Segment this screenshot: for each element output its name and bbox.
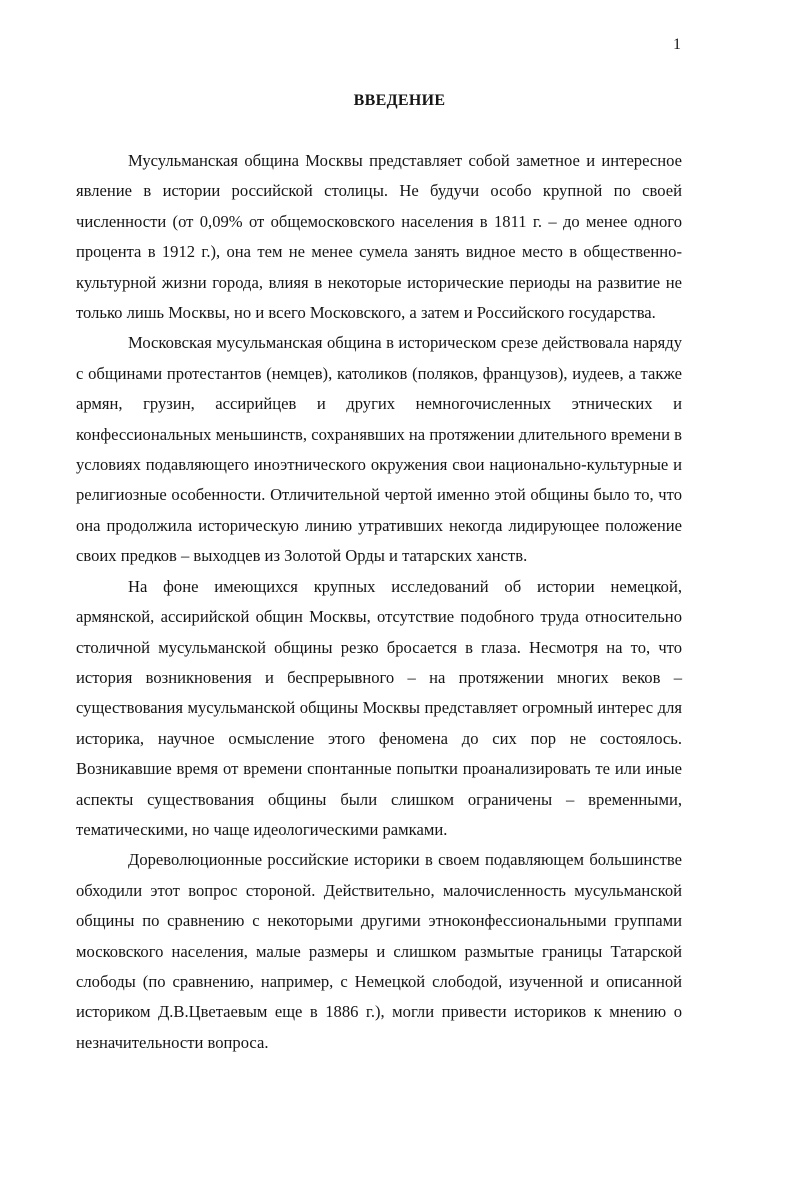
paragraph-2: Московская мусульманская община в историческом срезе действовала наряду с общинами протестантов (немцев), католиков (поляков, французов), иудеев, а также армян, грузин, ассирийцев и других немногочисленных этнических и конфессиональных меньшинств, сохранявших на протяжении длительного времени в условиях подавляющего иноэтнического окружения свои национально-культурные и религиозные особенности. Отличительной чертой именно этой общины было то, что она продолжила историческую линию утративших некогда лидирующее положение своих предков – выходцев из Золотой Орды и татарских ханств.: [76, 333, 682, 566]
page-title: ВВЕДЕНИЕ: [353, 92, 446, 109]
paragraph-3: На фоне имеющихся крупных исследований об истории немецкой, армянской, ассирийской общин Москвы, отсутствие подобного труда относительно столичной мусульманской общины резко бросается в глаза. Несмотря на то, что история возникновения и беспрерывного – на протяжении многих веков – существования мусульманской общины Москвы представляет огромный интерес для историка, научное осмысление этого феномена до сих пор не состоялось. Возникавшие время от времени спонтанные попытки проанализировать те или иные аспекты существования общины были слишком ограничены – временными, тематическими, но чаще идеологическими рамками.: [76, 576, 682, 839]
body-text: [76, 146, 682, 1058]
paragraph-4: Дореволюционные российские историки в своем подавляющем большинстве обходили этот вопрос стороной. Действительно, малочисленность мусульманской общины по сравнению с некоторыми другими этноконфессиональными группами московского населения, малые размеры и слишком размытые границы Татарской слободы (по сравнению, например, с Немецкой слободой, изученной и описанной историком Д.В.Цветаевым еще в 1886 г.), могли привести историков к мнению о незначительности вопроса.: [76, 850, 682, 1052]
page-number: 1: [673, 36, 681, 53]
paragraph-1: Мусульманская община Москвы представляет собой заметное и интересное явление в истории российской столицы. Не будучи особо крупной по своей численности (от 0,09% от общемосковского населения в 1811 г. – до менее одного процента в 1912 г.), она тем не менее сумела занять видное место в общественно-культурной жизни города, влияя в некоторые исторические периоды на развитие не только лишь Москвы, но и всего Московского, а затем и Российского государства.: [76, 151, 682, 323]
